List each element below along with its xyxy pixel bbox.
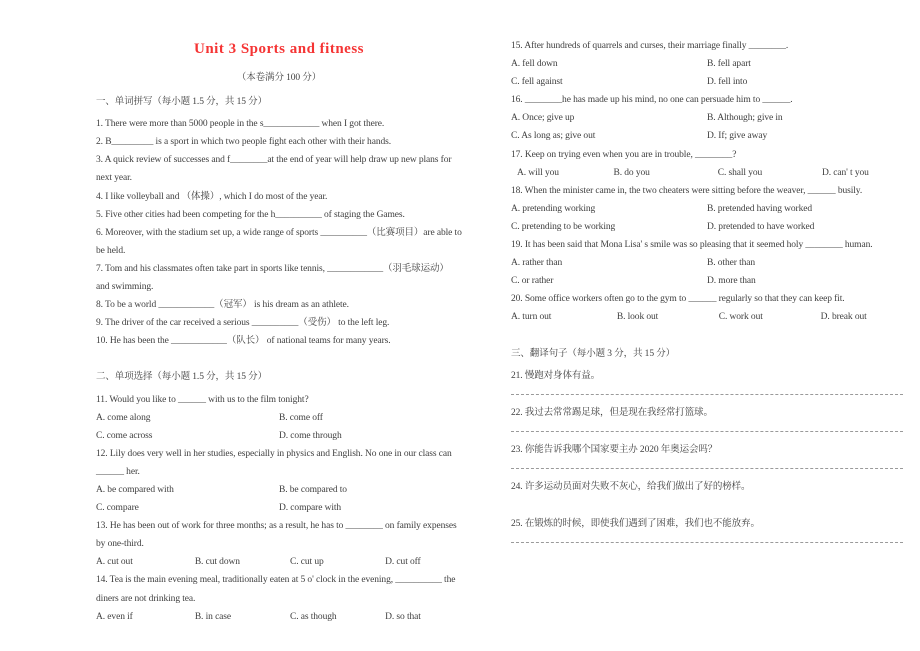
- option-d: D. so that: [385, 611, 421, 622]
- option-d: D. come through: [279, 430, 342, 441]
- choice-question-20-stem: 20. Some office workers often go to the gym to ______ regularly so that they can keep fit.: [511, 294, 845, 305]
- spelling-question-7: 7. Tom and his classmates often take part in sports like tennis, ____________（羽毛球运动）and swimming.: [96, 263, 449, 293]
- choice-question-16-stem: 16. ________he has made up his mind, no one can persuade him to ______.: [511, 95, 793, 106]
- left-column: [96, 36, 462, 626]
- option-c: C. work out: [718, 312, 763, 323]
- option-b: B. fell apart: [707, 59, 751, 70]
- spelling-question-8: 8. To be a world ____________（冠军） is his dream as an athlete.: [96, 300, 349, 311]
- answer-line-hidden: [511, 496, 903, 506]
- section-translation-heading: 三、翻译句子（每小题 3 分，共 15 分）: [511, 348, 676, 359]
- choice-question-11-stem: 11. Would you like to ______ with us to the film tonight?: [96, 394, 309, 405]
- answer-line: [511, 459, 903, 469]
- translation-item-21: [511, 367, 903, 395]
- translation-question: 24. 许多运动员面对失败不灰心，给我们做出了好的榜样。: [511, 481, 751, 492]
- spelling-question-1: 1. There were more than 5000 people in the s____________ when I got there.: [96, 119, 385, 130]
- translation-question: 21. 慢跑对身体有益。: [511, 370, 601, 381]
- choice-question-15-stem: 15. After hundreds of quarrels and curses, their marriage finally ________.: [511, 41, 789, 51]
- choice-question-12-options: [96, 481, 462, 517]
- option-a: A. will you: [517, 167, 559, 178]
- spelling-question-10: 10. He has been the ____________（队长） of national teams for many years.: [96, 336, 391, 347]
- option-a: A. cut out: [96, 557, 133, 568]
- option-b: B. in case: [194, 611, 232, 622]
- option-c: C. as though: [289, 611, 337, 622]
- spelling-question-6: 6. Moreover, with the stadium set up, a wide range of sports __________（比赛项目）are able to be held.: [96, 227, 462, 256]
- choice-question-15-options: [511, 55, 903, 91]
- choice-question-11-options: [96, 409, 462, 445]
- option-b: B. cut down: [194, 557, 240, 568]
- translation-question: 22. 我过去常常踢足球，但是现在我经常打篮球。: [511, 407, 713, 418]
- choice-question-19-options: [511, 254, 903, 290]
- option-b: B. be compared to: [279, 484, 347, 495]
- option-d: D. can' t you: [821, 167, 869, 178]
- spelling-question-4: 4. I like volleyball and （体操）, which I do most of the year.: [96, 191, 328, 202]
- translation-item-25: [511, 515, 903, 543]
- translation-item-22: [511, 404, 903, 432]
- spelling-question-2: 2. B_________ is a sport in which two people fight each other with their hands.: [96, 137, 391, 148]
- section-choice-heading: 二、单项选择（每小题 1.5 分，共 15 分）: [96, 372, 267, 383]
- choice-question-16-options: [511, 109, 903, 145]
- page-title: Unit 3 Sports and fitness: [193, 41, 365, 57]
- answer-line: [511, 385, 903, 395]
- option-c: C. As long as; give out: [511, 131, 596, 142]
- option-a: A. turn out: [511, 312, 552, 323]
- option-c: C. compare: [96, 503, 139, 514]
- spelling-question-3: 3. A quick review of successes and f________at the end of year will help draw up new plans for next year.: [96, 155, 452, 184]
- option-c: C. pretending to be working: [511, 221, 616, 232]
- option-a: A. even if: [96, 611, 133, 622]
- translation-item-24: [511, 478, 903, 506]
- answer-line: [511, 533, 903, 543]
- translation-question: 23. 你能告诉我哪个国家要主办 2020 年奥运会吗？: [511, 444, 718, 455]
- choice-question-14-stem: 14. Tea is the main evening meal, traditionally eaten at 5 o' clock in the evening, __________ the diners are not drinking tea.: [96, 575, 456, 604]
- option-c: C. shall you: [717, 167, 763, 178]
- choice-question-18-stem: 18. When the minister came in, the two cheaters were sitting before the weaver, ______ busily.: [511, 185, 863, 196]
- option-c: C. cut up: [289, 557, 324, 568]
- option-d: D. break out: [820, 312, 867, 323]
- option-a: A. Once; give up: [511, 113, 575, 124]
- page-subtitle: （本卷满分 100 分）: [236, 73, 322, 83]
- option-a: A. rather than: [511, 258, 563, 269]
- option-d: D. compare with: [279, 503, 342, 514]
- option-a: A. come along: [96, 412, 151, 423]
- choice-question-17-stem: 17. Keep on trying even when you are in trouble, ________?: [511, 149, 737, 160]
- option-b: B. do you: [613, 167, 650, 178]
- option-d: D. fell into: [707, 77, 748, 88]
- option-a: A. pretending working: [511, 203, 596, 214]
- translation-item-23: [511, 441, 903, 469]
- option-a: A. be compared with: [96, 484, 174, 495]
- option-b: B. Although; give in: [707, 113, 783, 124]
- choice-question-17-options: [511, 164, 903, 182]
- spelling-question-5: 5. Five other cities had been competing for the h__________ of staging the Games.: [96, 209, 405, 220]
- option-c: C. or rather: [511, 276, 554, 287]
- choice-question-13-stem: 13. He has been out of work for three months; as a result, he has to ________ on family expenses by one-third.: [96, 521, 457, 550]
- option-b: B. other than: [707, 258, 756, 269]
- choice-question-14-options: [96, 608, 462, 626]
- answer-line: [511, 422, 903, 432]
- option-d: D. If; give away: [707, 131, 768, 142]
- option-a: A. fell down: [511, 59, 558, 70]
- translation-question: 25. 在锻炼的时候，即使我们遇到了困难，我们也不能放弃。: [511, 518, 760, 529]
- option-b: B. pretended having worked: [707, 203, 813, 214]
- option-d: D. pretended to have worked: [707, 221, 815, 232]
- choice-question-20-options: [511, 308, 903, 326]
- choice-question-18-options: [511, 200, 903, 236]
- choice-question-12-stem: 12. Lily does very well in her studies, especially in physics and English. No one in our class can ______ her.: [96, 448, 452, 477]
- option-c: C. come across: [96, 430, 153, 441]
- spelling-question-9: 9. The driver of the car received a serious __________（受伤） to the left leg.: [96, 318, 390, 329]
- option-b: B. come off: [279, 412, 323, 423]
- option-b: B. look out: [616, 312, 659, 323]
- right-column: [511, 37, 903, 552]
- choice-question-13-options: [96, 553, 462, 571]
- section-spelling-heading: 一、单词拼写（每小题 1.5 分，共 15 分）: [96, 97, 267, 108]
- choice-question-19-stem: 19. It has been said that Mona Lisa' s smile was so pleasing that it seemed holy ________ human.: [511, 240, 873, 251]
- option-d: D. more than: [707, 276, 756, 287]
- option-c: C. fell against: [511, 77, 563, 88]
- option-d: D. cut off: [385, 557, 421, 568]
